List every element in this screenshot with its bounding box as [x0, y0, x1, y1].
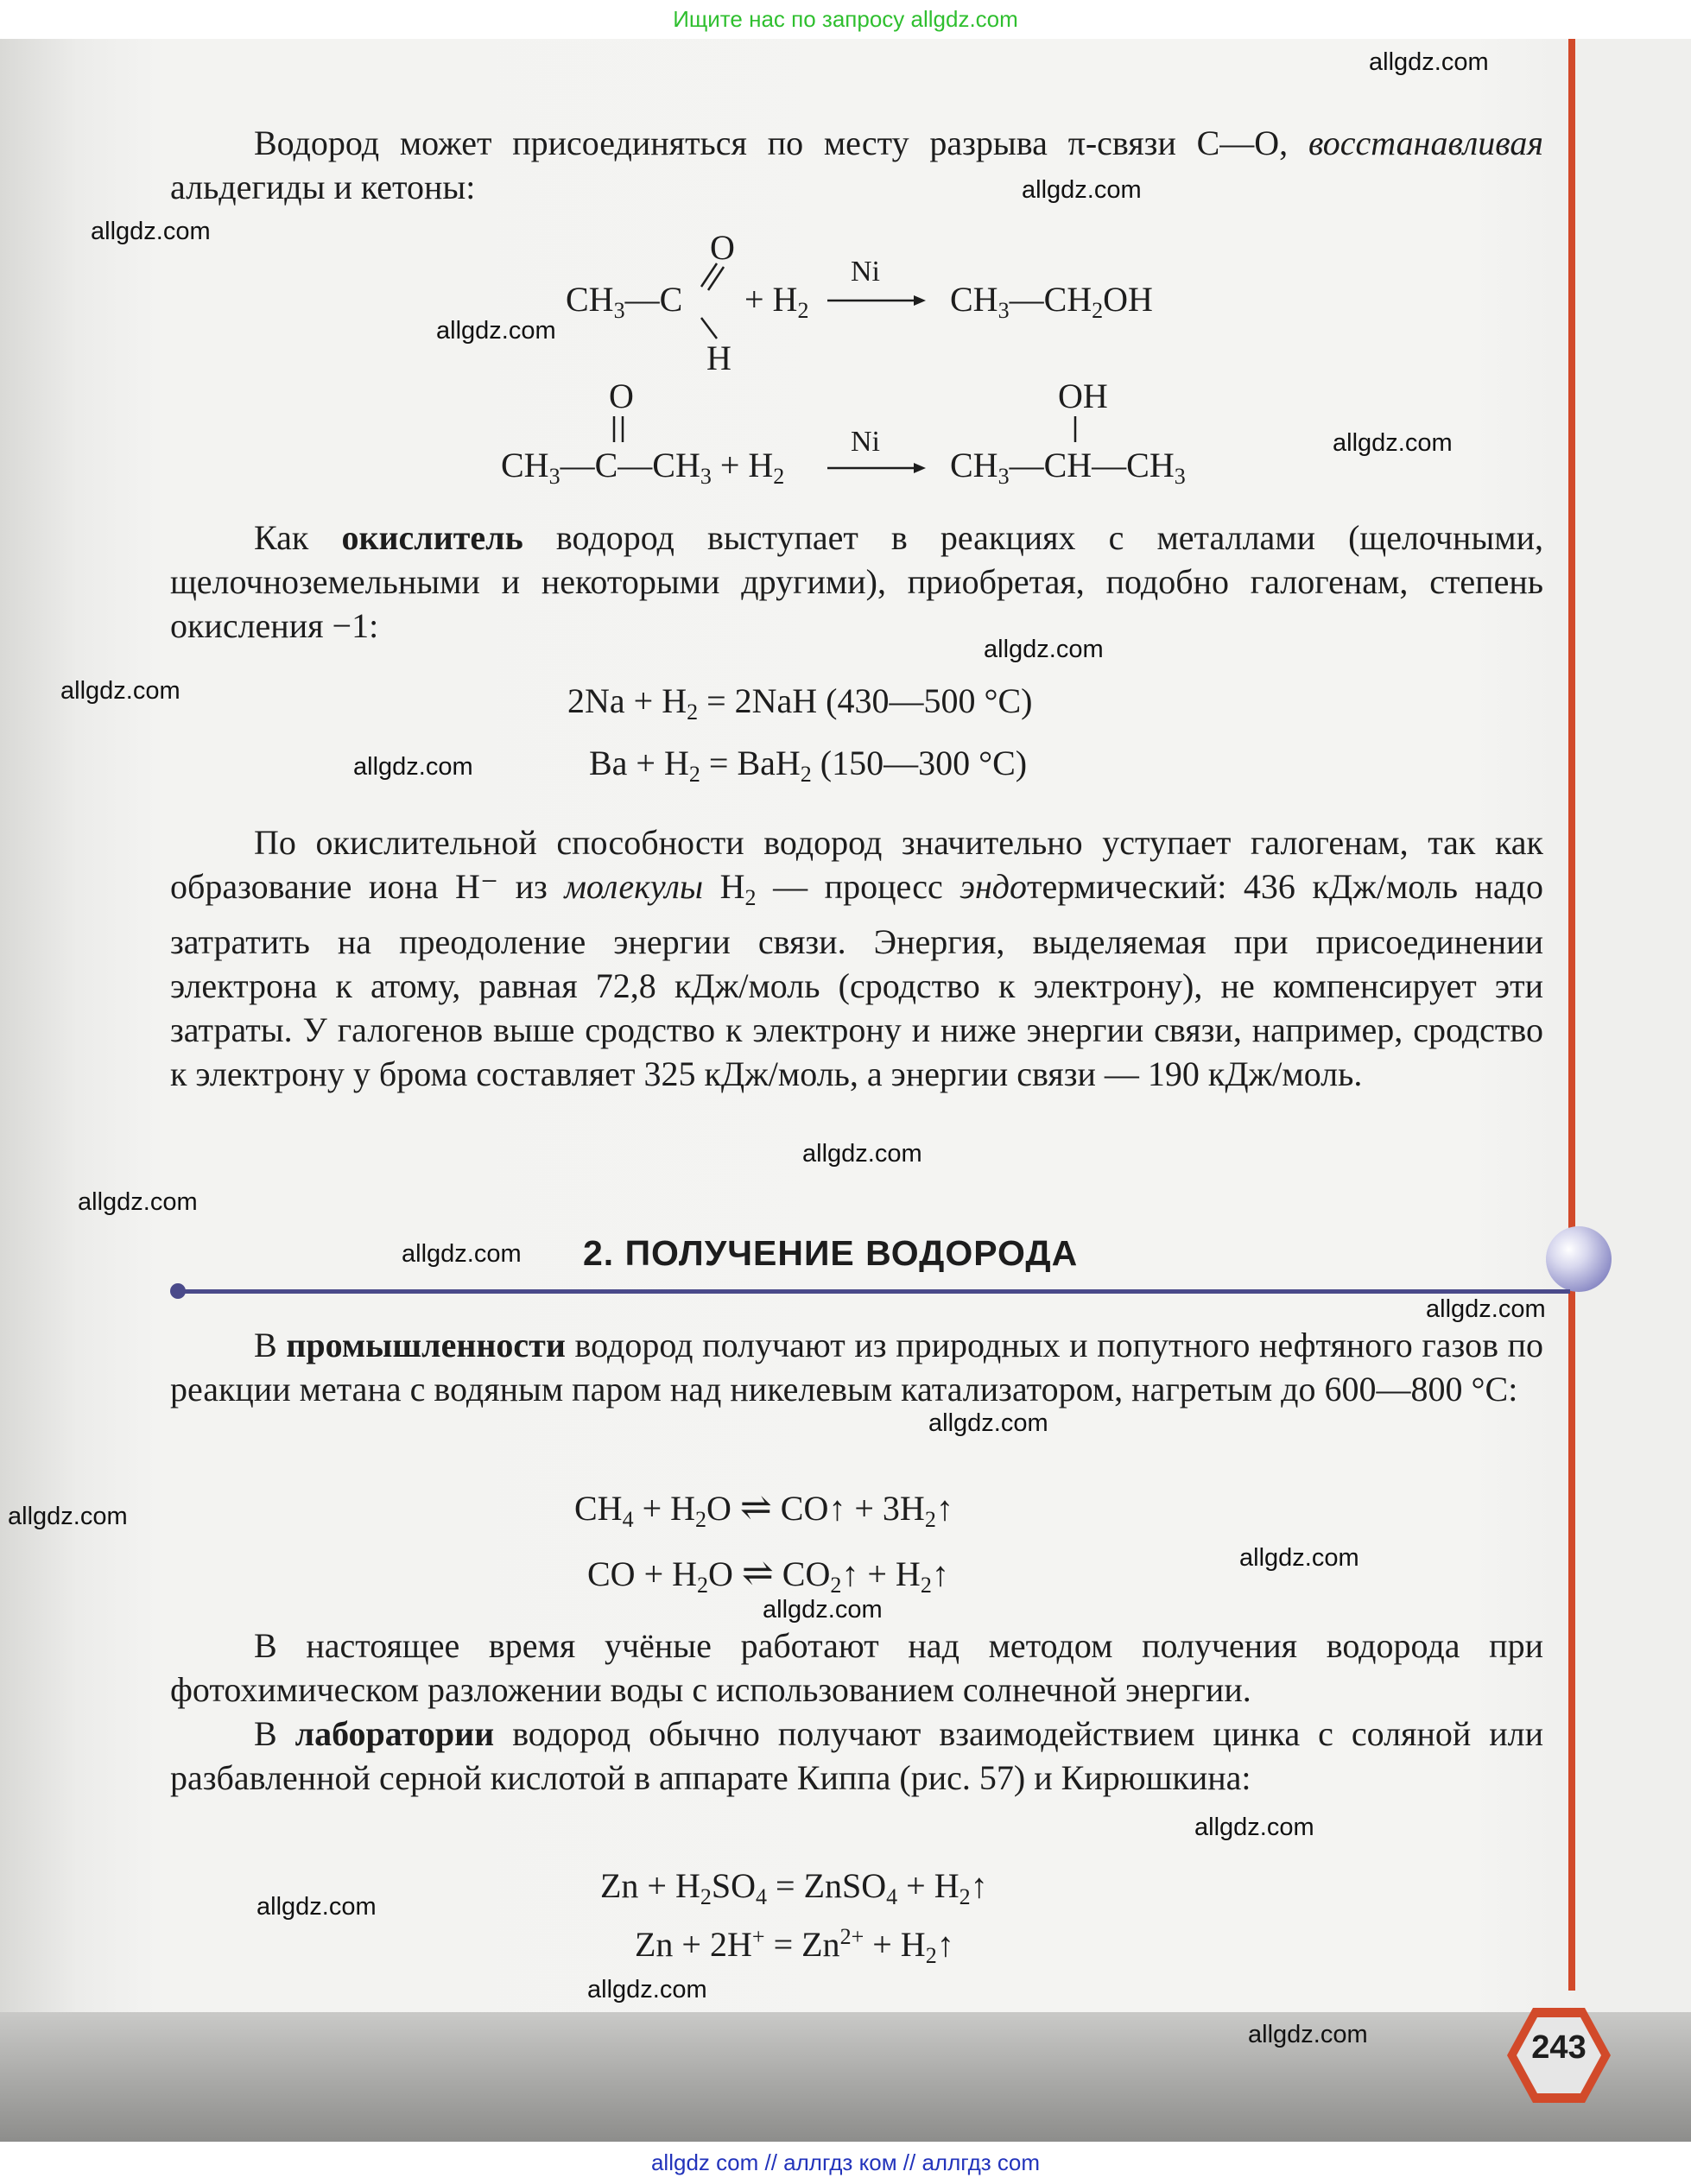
eq2-product: $CH_3—CH—CH_3$ [950, 446, 1186, 489]
decorative-ball [1546, 1226, 1612, 1292]
paragraph-2: Как окислитель водород выступает в реакциях с металлами (щелочными, щелочноземельными и некоторыми другими), приобретая, подобно галогенам, степень окисления −1: [170, 518, 1544, 645]
watermark: allgdz.com [402, 1240, 522, 1268]
watermark: allgdz.com [984, 636, 1104, 663]
watermark: allgdz.com [1333, 429, 1453, 457]
eq1-product: $CH_3—CH_2OH$ [950, 280, 1153, 323]
watermark: allgdz.com [1022, 176, 1142, 204]
top-banner[interactable]: Ищите нас по запросу allgdz.com [0, 0, 1691, 39]
paragraph-1: Водород может присоединяться по месту разрыва π-связи С—О, восстанавливая альдегиды и кетоны: [170, 123, 1543, 206]
eq1-left: $CH_3—C$ [566, 280, 683, 323]
eq2-left: $CH_3—C—CH_3 + H_2$ [501, 446, 785, 489]
watermark: allgdz.com [436, 317, 556, 345]
watermark: allgdz.com [802, 1140, 922, 1168]
watermark: allgdz.com [587, 1976, 707, 2004]
page-margin-line [1568, 39, 1575, 1991]
paragraph-5: В настоящее время учёные работают над методом получения водорода при фотохимическом разложении воды с использованием солнечной энергии. [170, 1626, 1543, 1709]
watermark: allgdz.com [1194, 1814, 1314, 1841]
equation-zn-h2so4: $Zn + H_2SO_4$ = ZnSO$_4$ + $H_2↑$ [600, 1866, 988, 1909]
bottom-banner[interactable]: allgdz com // аллгдз ком // аллгдз com [0, 2142, 1691, 2184]
heading-rule [171, 1289, 1570, 1294]
eq1-catalyst: Ni [851, 256, 880, 288]
watermark: allgdz.com [1239, 1544, 1359, 1572]
paragraph-3: По окислительной способности водород значительно уступает галогенам, так как образование иона H⁻ из молекулы $H_2$ — процесс эндотермический: 436 кДж/моль надо затратить на преодоление энергии связи. Энергия, выделяемая при присоединении электрона к атому, равная 72,8 кДж/моль (сродство к электрону), не компенсирует эти затраты. У галогенов выше сродство к электрону и ниже энергии связи, например, сродство к электрону у брома составляет 325 кДж/моль, а энергии связи — 190 кДж/моль. [170, 823, 1544, 1093]
equation-co: CO + $H_2O$ ⇌ $CO_2↑$ + $H_2↑$ [587, 1552, 949, 1598]
watermark: allgdz.com [256, 1893, 377, 1921]
equation-methane: $CH_4 + H_2O$ ⇌ CO↑ + $3H_2↑$ [574, 1486, 953, 1532]
section-heading: 2. ПОЛУЧЕНИЕ ВОДОРОДА [583, 1233, 1079, 1273]
eq1-plus-h2: + $H_2$ [744, 280, 809, 323]
watermark: allgdz.com [763, 1596, 883, 1624]
page-number: 243 [1531, 2029, 1586, 2066]
watermark: allgdz.com [1426, 1295, 1546, 1323]
watermark: allgdz.com [91, 218, 211, 245]
paragraph-6: В лаборатории водород обычно получают взаимодействием цинка с соляной или разбавленной серной кислотой в аппарате Киппа (рис. 57) и Кирюшкина: [170, 1714, 1543, 1797]
structural-formulas [466, 216, 1244, 501]
eq2-o: O [609, 377, 634, 415]
equation-ba: $Ba + H_2 = BaH_2$ (150—300 °C) [589, 744, 1028, 787]
equation-na: $2Na + H_2 = 2NaH$ (430—500 °C) [567, 681, 1033, 725]
watermark: allgdz.com [1369, 48, 1489, 76]
eq2-catalyst: Ni [851, 426, 880, 458]
watermark: allgdz.com [78, 1188, 198, 1216]
eq1-o: O [710, 228, 735, 267]
watermark: allgdz.com [353, 753, 473, 781]
eq1-h: H [706, 339, 732, 377]
equation-zn-ion: $Zn + 2H^+ = Zn^{2+}$ + $H_2↑$ [635, 1924, 954, 1968]
eq2-oh: OH [1058, 377, 1108, 415]
watermark: allgdz.com [8, 1503, 128, 1530]
page-bottom-shade [0, 2012, 1691, 2142]
watermark: allgdz.com [60, 677, 180, 705]
paragraph-4: В промышленности водород получают из природных и попутного нефтяного газов по реакции метана с водяным паром над никелевым катализатором, нагретым до 600—800 °С: [170, 1326, 1544, 1409]
watermark: allgdz.com [928, 1409, 1048, 1437]
watermark: allgdz.com [1248, 2021, 1368, 2048]
